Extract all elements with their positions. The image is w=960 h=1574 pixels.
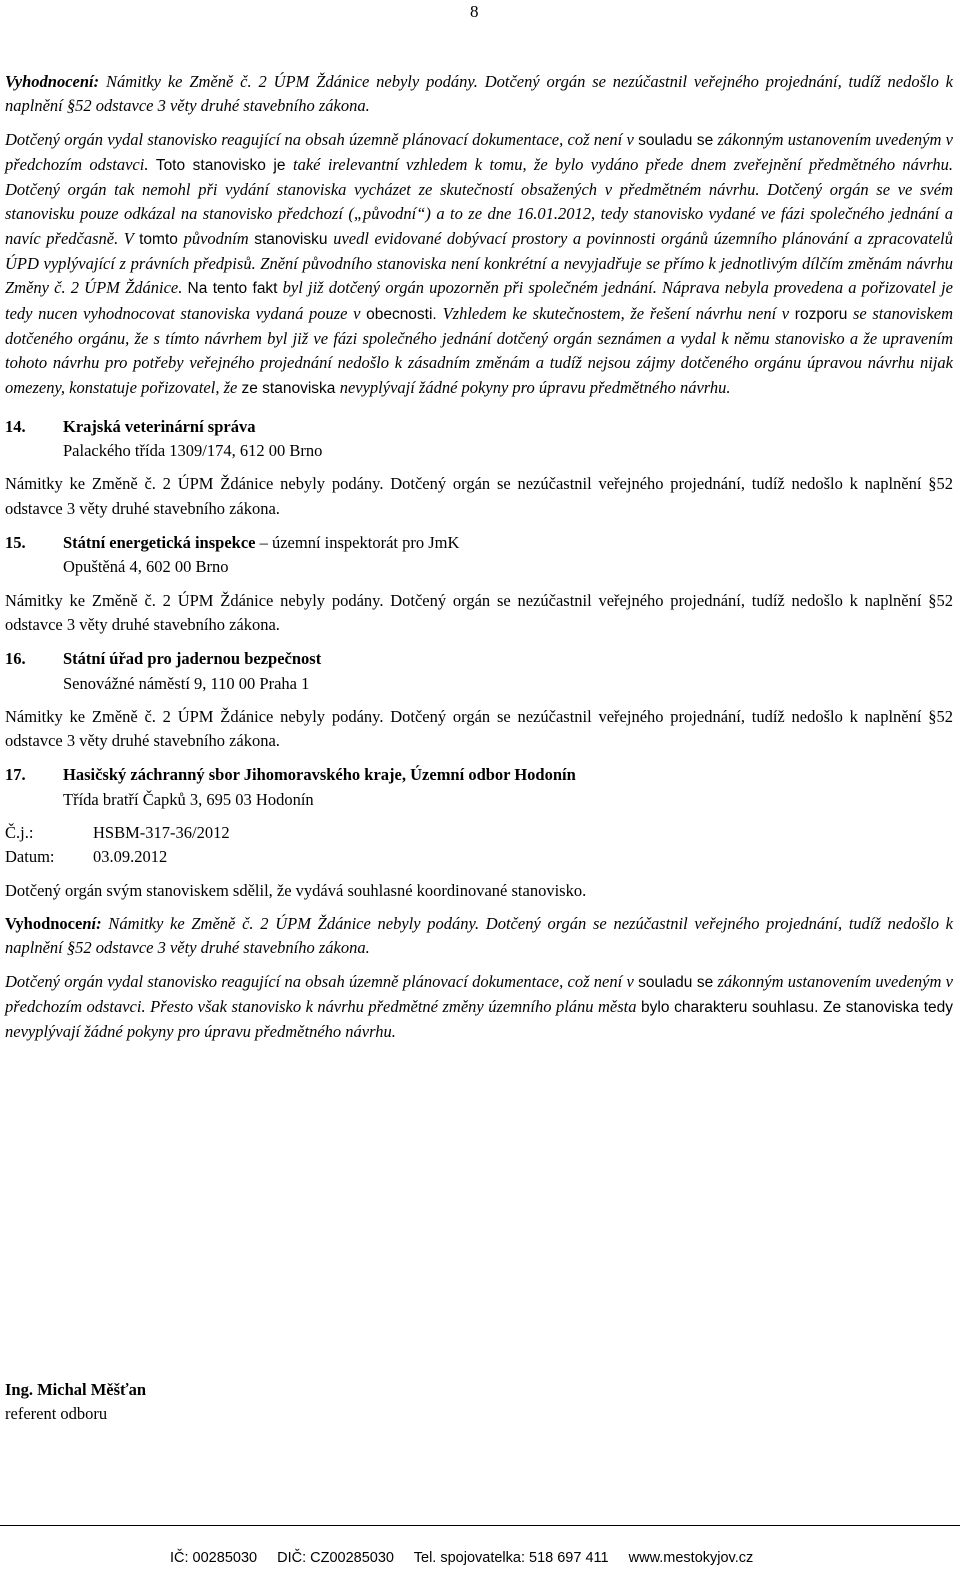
footer-dic: DIČ: CZ00285030: [277, 1550, 394, 1566]
section-17: [5, 763, 953, 902]
commentary-text: zákonným ustanovením uvedeným v předchozím odstavci. Přesto však stanovisko k návrhu předmětné změny územního plánu města: [5, 971, 953, 1016]
evaluation-label: ní:: [82, 913, 102, 933]
section-address: Opuštěná 4, 602 00 Brno: [63, 557, 229, 577]
commentary-text: ze stanoviska: [241, 379, 340, 397]
section-15: [5, 531, 953, 637]
page-number: 8: [470, 2, 479, 21]
evaluation-text: Námitky ke Změně č. 2 ÚPM Ždánice nebyly podány. Dotčený orgán se nezúčastnil veřejného projednání, tudíž nedošlo k naplnění §52 odstavce 3 věty druhé stavebního zákona.: [5, 72, 954, 116]
document-body: [5, 70, 953, 1044]
commentary-text: Na tento fakt: [187, 280, 278, 298]
commentary-text: Toto stanovisko je: [155, 156, 293, 174]
date-row: [5, 845, 953, 869]
signatory-name: Ing. Michal Měšťan: [5, 1380, 147, 1399]
section-text: Námitky ke Změně č. 2 ÚPM Ždánice nebyly podány. Dotčený orgán se nezúčastnil veřejného projednání, tudíž nedošlo k naplnění §52 odstavce 3 věty druhé stavebního zákona.: [5, 474, 953, 518]
section-number: 16.: [5, 649, 26, 669]
reference-number-row: [5, 821, 953, 845]
footer-phone: Tel. spojovatelka: 518 697 411: [413, 1550, 609, 1566]
commentary-text: souladu se: [638, 973, 714, 991]
section-statement: Dotčený orgán svým stanoviskem sdělil, že vydává souhlasné koordinované stanovisko.: [5, 880, 587, 900]
evaluation-text: Námitky ke Změně č. 2 ÚPM Ždánice nebyly podány. Dotčený orgán se nezúčastnil veřejného projednání, tudíž nedošlo k naplnění §52 odstavce 3 věty druhé stavebního zákona.: [5, 913, 953, 958]
section-number: 15.: [5, 533, 26, 553]
commentary-text: bylo charakteru souhlasu. Ze stanoviska tedy: [641, 998, 954, 1016]
commentary-text: Dotčený orgán vydal stanovisko reagující na obsah územně plánovací dokumentace, což není v: [5, 971, 639, 991]
section-number: 17.: [5, 765, 26, 785]
section-text: Námitky ke Změně č. 2 ÚPM Ždánice nebyly podány. Dotčený orgán se nezúčastnil veřejného projednání, tudíž nedošlo k naplnění §52 odstavce 3 věty druhé stavebního zákona.: [5, 590, 953, 634]
commentary-paragraph-2: [5, 970, 953, 1045]
date-label: Datum:: [5, 847, 55, 867]
page-footer: [0, 1525, 960, 1574]
commentary-text: se stanoviskem dotčeného orgánu, že s tímto návrhem byl již ve fázi společného jednání dotčený orgán seznámen a vydal k: [5, 303, 954, 348]
commentary-text: rozporu: [794, 305, 848, 323]
section-address: Třída bratří Čapků 3, 695 03 Hodonín: [63, 789, 314, 809]
commentary-text: stanovisku: [254, 230, 334, 248]
reference-label: Č.j.:: [5, 823, 34, 843]
commentary-text: nevyplývají žádné pokyny pro úpravu předmětného návrhu.: [339, 377, 731, 397]
signature-block: [5, 1378, 146, 1426]
commentary-text: Vzhledem ke skutečnostem, že řešení návrhu není v: [442, 303, 795, 323]
section-title: Státní energetická inspekce: [63, 533, 256, 553]
evaluation-label: Vyhodnoce: [5, 913, 83, 933]
section-title-extra: – územní inspektorát pro JmK: [255, 533, 460, 553]
commentary-text: tomto: [139, 230, 184, 248]
evaluation-paragraph-2: [5, 912, 953, 961]
date-value: 03.09.2012: [93, 847, 168, 867]
commentary-text: němu stanovisko a že upravením tohoto návrhu pro potřeby veřejného projednání nedošlo k zásadním změnám a tudíž nejsou zájmy dotčeného orgánu úpravou návrhu nijak omezeny, konstatuje pořizovatel, že: [5, 328, 953, 397]
footer-website-link[interactable]: www.mestokyjov.cz: [628, 1550, 754, 1566]
commentary-text: uvedl evidované dobývací prostory a povinnosti orgánů územního plánování a zpracovatelů ÚPD vyplývající z právních předpisů. Znění původního stanoviska není konkrétní a nevyjadřuje se přímo k jednotlivým dílčím změnám návrhu Změny č. 2 ÚPM Ždánice.: [5, 228, 953, 298]
section-address: Senovážné náměstí 9, 110 00 Praha 1: [63, 673, 310, 693]
signatory-role: referent odboru: [5, 1404, 108, 1423]
evaluation-paragraph-1: [5, 70, 953, 119]
commentary-text: byl již dotčený orgán upozorněn při společném jednání. Náprava nebyla provedena a pořizovatel je tedy nucen vyhodnocovat stanoviska vydaná pouze v: [5, 278, 953, 323]
commentary-text: zákonným ustanovením uvedeným v předchozím odstavci.: [5, 129, 953, 174]
section-number: 14.: [5, 416, 26, 436]
commentary-text: souladu se: [638, 131, 714, 149]
section-text: Námitky ke Změně č. 2 ÚPM Ždánice nebyly podány. Dotčený orgán se nezúčastnil veřejného projednání, tudíž nedošlo k naplnění §52 odstavce 3 věty druhé stavebního zákona.: [5, 706, 953, 751]
commentary-text: nevyplývají žádné pokyny pro úpravu předmětného návrhu.: [5, 1022, 396, 1042]
commentary-text: také irelevantní vzhledem k tomu, že bylo vydáno přede dnem zveřejnění předmětného návrhu. Dotčený orgán tak nemohl při vydání stanoviska vycházet ze skutečností obsažených v předmětném návrhu. Dotčený orgán se ve svém stanovisku pouze odkázal na stanovisko předchozí („původní“) a to ze dne 16.01.2012, tedy stanovisko vydané ve fázi společného jednání a navíc předčasně. V: [5, 154, 954, 248]
footer-ic: IČ: 00285030: [170, 1550, 258, 1566]
section-title: Státní úřad pro jadernou bezpečnost: [63, 649, 322, 669]
commentary-text: Dotčený orgán vydal stanovisko reagující na obsah územně plánovací dokumentace, což není v: [5, 129, 639, 149]
evaluation-label: Vyhodnocení:: [5, 72, 100, 91]
commentary-text: obecnosti.: [366, 305, 443, 323]
section-16: [5, 647, 953, 753]
section-title: Hasičský záchranný sbor Jihomoravského kraje, Územní odbor Hodonín: [63, 765, 576, 785]
commentary-paragraph-1: [5, 128, 953, 401]
reference-value: HSBM-317-36/2012: [93, 823, 230, 843]
commentary-text: původním: [183, 228, 255, 248]
section-address: Palackého třída 1309/174, 612 00 Brno: [63, 441, 323, 461]
section-title: Krajská veterinární správa: [63, 416, 256, 436]
section-14: [5, 415, 953, 521]
